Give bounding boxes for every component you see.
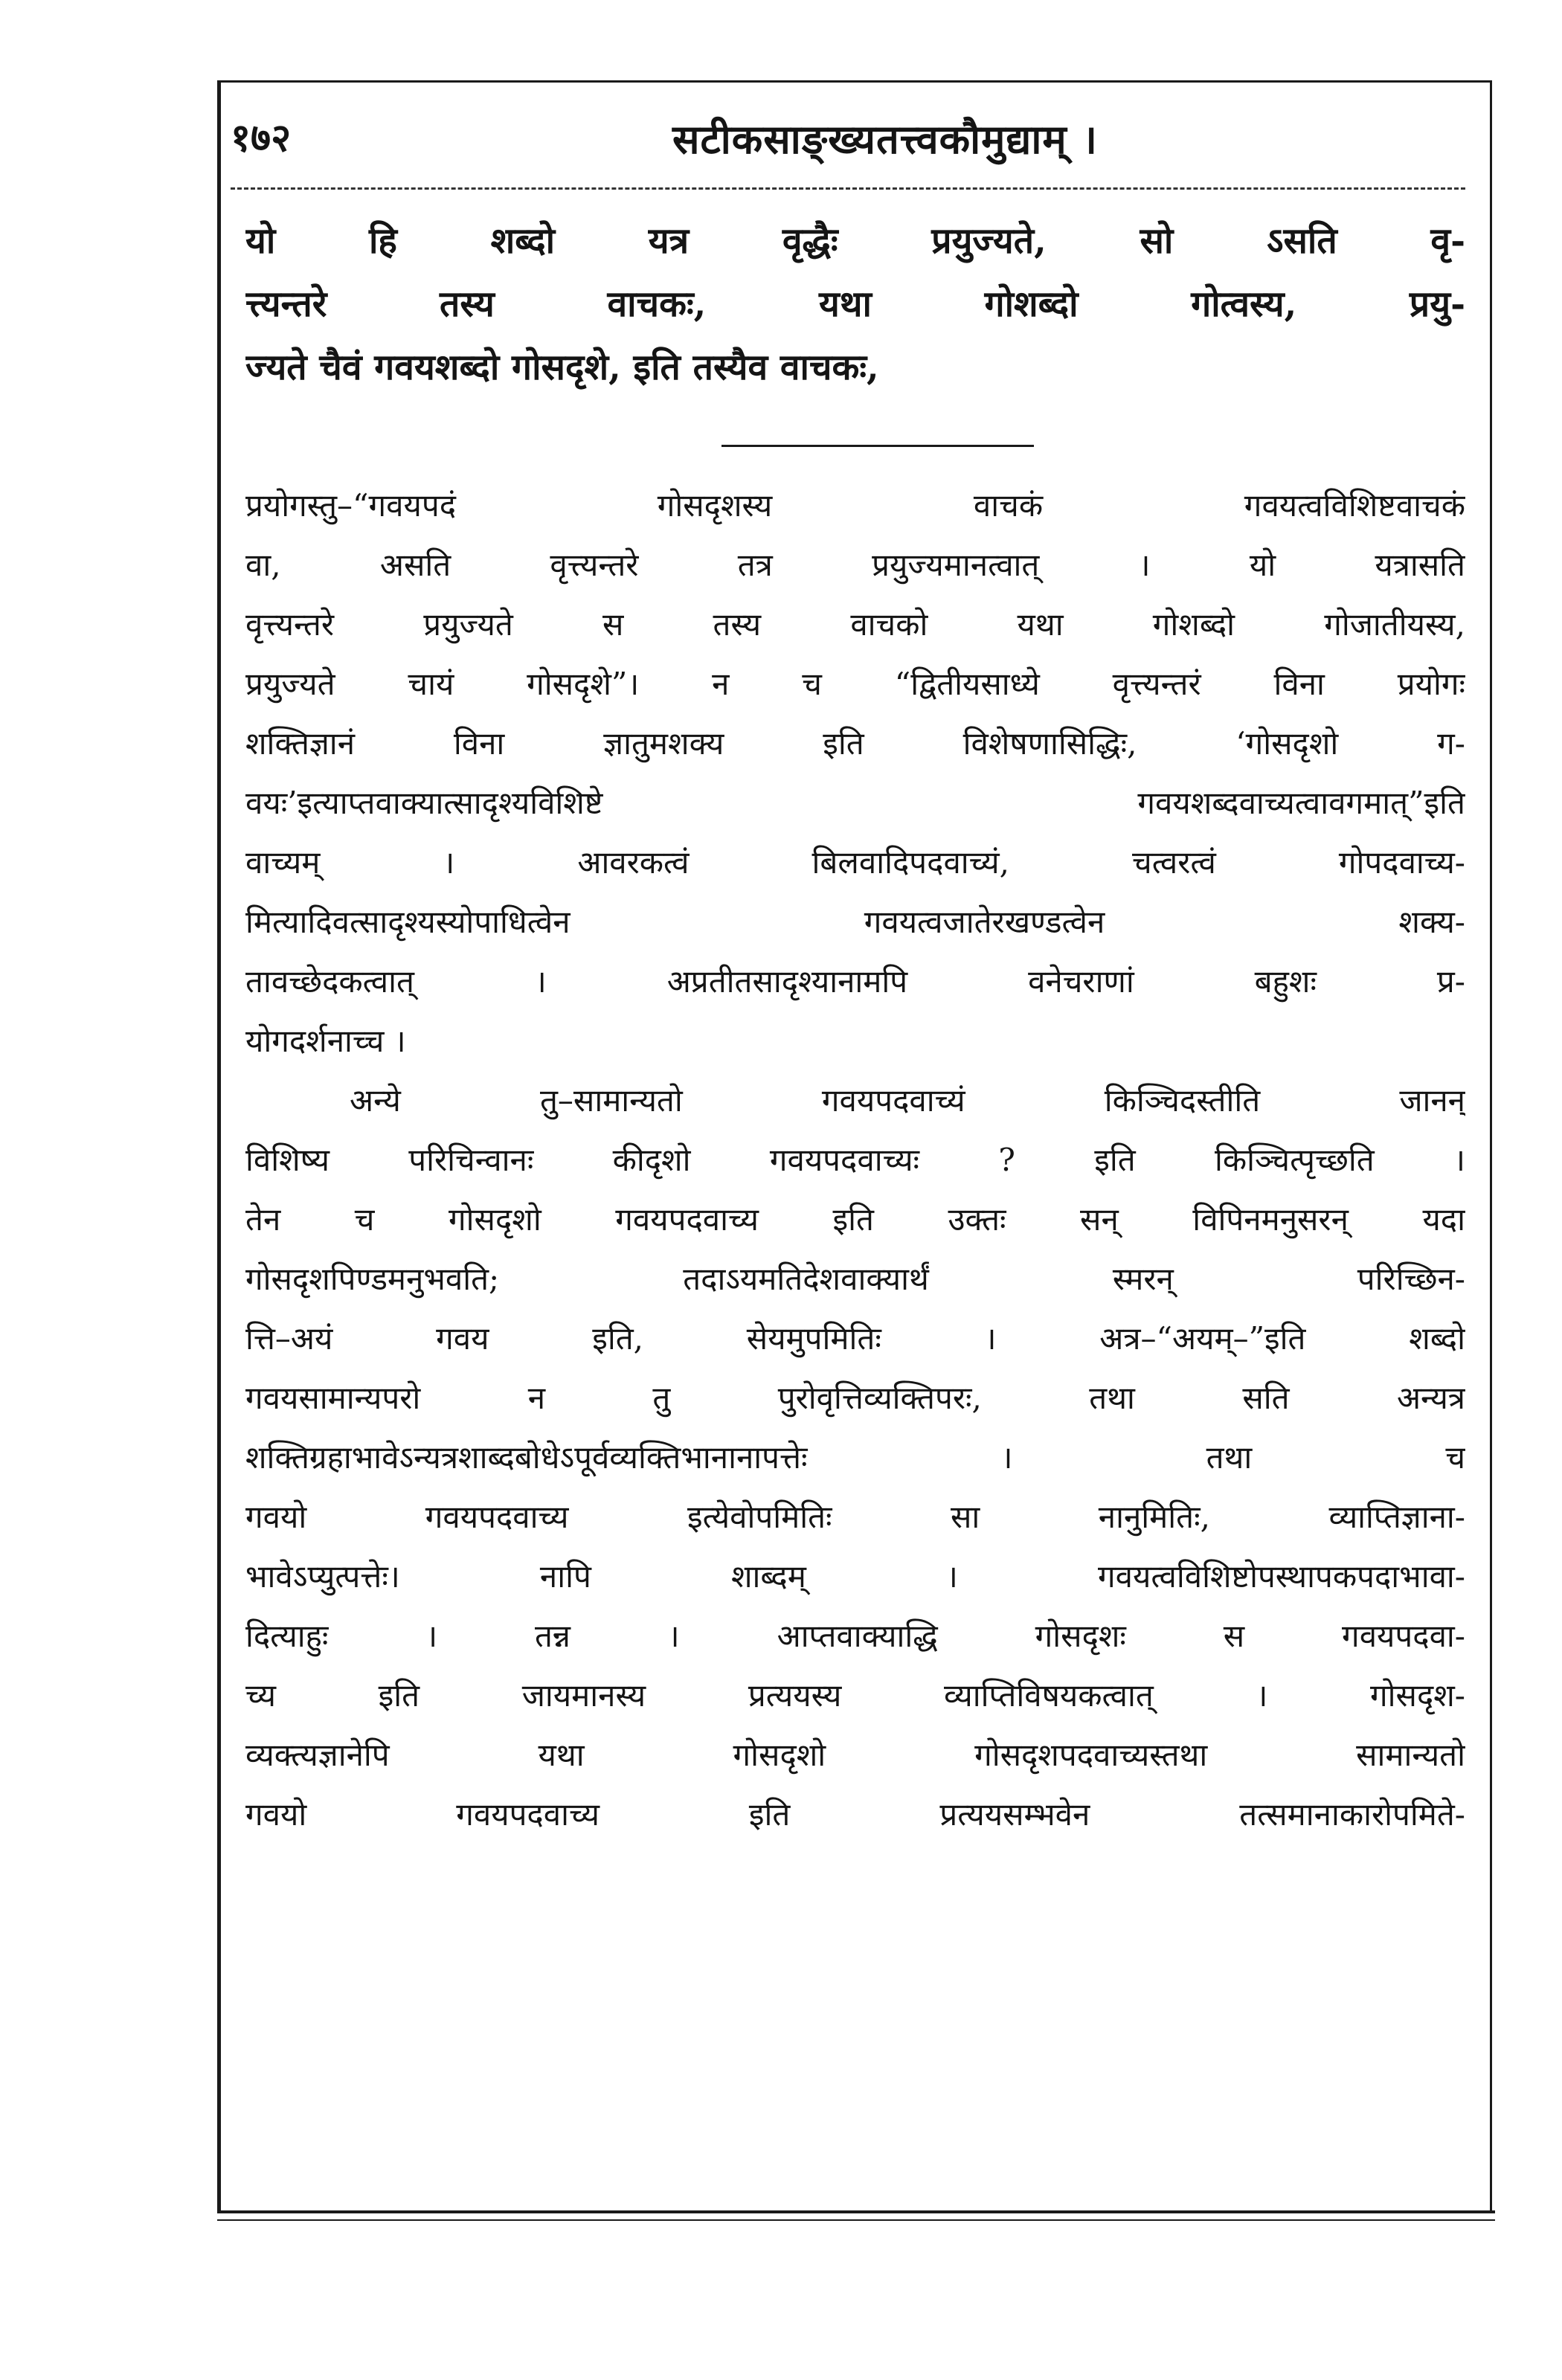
text-line: व्यक्त्यज्ञानेपि यथा गोसदृशो गोसदृशपदवाच्यस्तथा सामान्यतो [245, 1737, 1465, 1773]
text-line: योगदर्शनाच्च । [245, 1023, 406, 1059]
text-line: गवयसामान्यपरो न तु पुरोवृत्तिव्यक्तिपरः, तथा सति अन्यत्र [245, 1380, 1465, 1416]
text-line: ज्यते चैवं गवयशब्दो गोसदृशे, इति तस्यैव वाचकः, [245, 347, 879, 388]
text-line: वयः’इत्याप्तवाक्यात्सादृश्यविशिष्टे गवयशब्दवाच्यत्वावगमात्”इति [245, 785, 1465, 821]
text-line: त्त्यन्तरे तस्य वाचकः, यथा गोशब्दो गोत्वस्य, प्रयु- [245, 283, 1465, 325]
header-divider [231, 187, 1465, 190]
running-title: सटीकसाङ्ख्यतत्त्वकौमुद्याम् । [672, 115, 1098, 163]
text-line: प्रयुज्यते चायं गोसदृशे”। न च “द्वितीयसाध्ये वृत्त्यन्तरं विना प्रयोगः [245, 666, 1465, 702]
commentary-block [245, 210, 1465, 399]
text-line: विशिष्य परिचिन्वानः कीदृशो गवयपदवाच्यः ? इति किञ्चित्पृच्छति । [245, 1142, 1465, 1178]
text-line: वा, असति वृत्त्यन्तरे तत्र प्रयुज्यमानत्वात् । यो यत्रासति [245, 547, 1465, 583]
main-text-block [245, 476, 1465, 1844]
text-line: अन्ये तु–सामान्यतो गवयपदवाच्यं किञ्चिदस्तीति जानन् [350, 1082, 1465, 1119]
text-line: गवयो गवयपदवाच्य इति प्रत्ययसम्भवेन तत्समानाकारोपमिते- [245, 1796, 1465, 1833]
bottom-rule [217, 2210, 1495, 2213]
text-line: च्य इति जायमानस्य प्रत्ययस्य व्याप्तिविषयकत्वात् । गोसदृश- [245, 1677, 1465, 1714]
bottom-rule-thin [217, 2219, 1495, 2221]
section-divider [721, 445, 1034, 447]
text-line: वाच्यम् । आवरकत्वं बिलवादिपदवाच्यं, चत्वरत्वं गोपदवाच्य- [245, 844, 1465, 881]
text-line: यो हि शब्दो यत्र वृद्धैः प्रयुज्यते, सो ऽसति वृ- [245, 220, 1465, 262]
page-header [231, 103, 1465, 170]
text-line: गवयो गवयपदवाच्य इत्येवोपमितिः सा नानुमितिः, व्याप्तिज्ञाना- [245, 1499, 1465, 1535]
text-line: तावच्छेदकत्वात् । अप्रतीतसादृश्यानामपि वनेचराणां बहुशः प्र- [245, 963, 1465, 1000]
text-line: वृत्त्यन्तरे प्रयुज्यते स तस्य वाचको यथा गोशब्दो गोजातीयस्य, [245, 606, 1465, 643]
text-line: प्रयोगस्तु–“गवयपदं गोसदृशस्य वाचकं गवयत्वविशिष्टवाचकं [245, 487, 1465, 524]
text-line: त्ति–अयं गवय इति, सेयमुपमितिः । अत्र–“अयम्–”इति शब्दो [245, 1320, 1465, 1357]
text-line: शक्तिग्रहाभावेऽन्यत्रशाब्दबोधेऽपूर्वव्यक्तिभानानापत्तेः । तथा च [245, 1439, 1465, 1476]
text-line: गोसदृशपिण्डमनुभवति; तदाऽयमतिदेशवाक्यार्थं स्मरन् परिच्छिन- [245, 1261, 1465, 1297]
text-line: दित्याहुः । तन्न । आप्तवाक्याद्धि गोसदृशः स गवयपदवा- [245, 1618, 1465, 1654]
text-line: भावेऽप्युत्पत्तेः। नापि शाब्दम् । गवयत्वविशिष्टोपस्थापकपदाभावा- [245, 1558, 1465, 1595]
text-line: तेन च गोसदृशो गवयपदवाच्य इति उक्तः सन् विपिनमनुसरन् यदा [245, 1201, 1465, 1238]
text-line: शक्तिज्ञानं विना ज्ञातुमशक्य इति विशेषणासिद्धिः, ‘गोसदृशो ग- [245, 725, 1465, 762]
page-number: १७२ [231, 115, 292, 161]
text-line: मित्यादिवत्सादृश्यस्योपाधित्वेन गवयत्वजातेरखण्डत्वेन शक्य- [245, 904, 1465, 940]
